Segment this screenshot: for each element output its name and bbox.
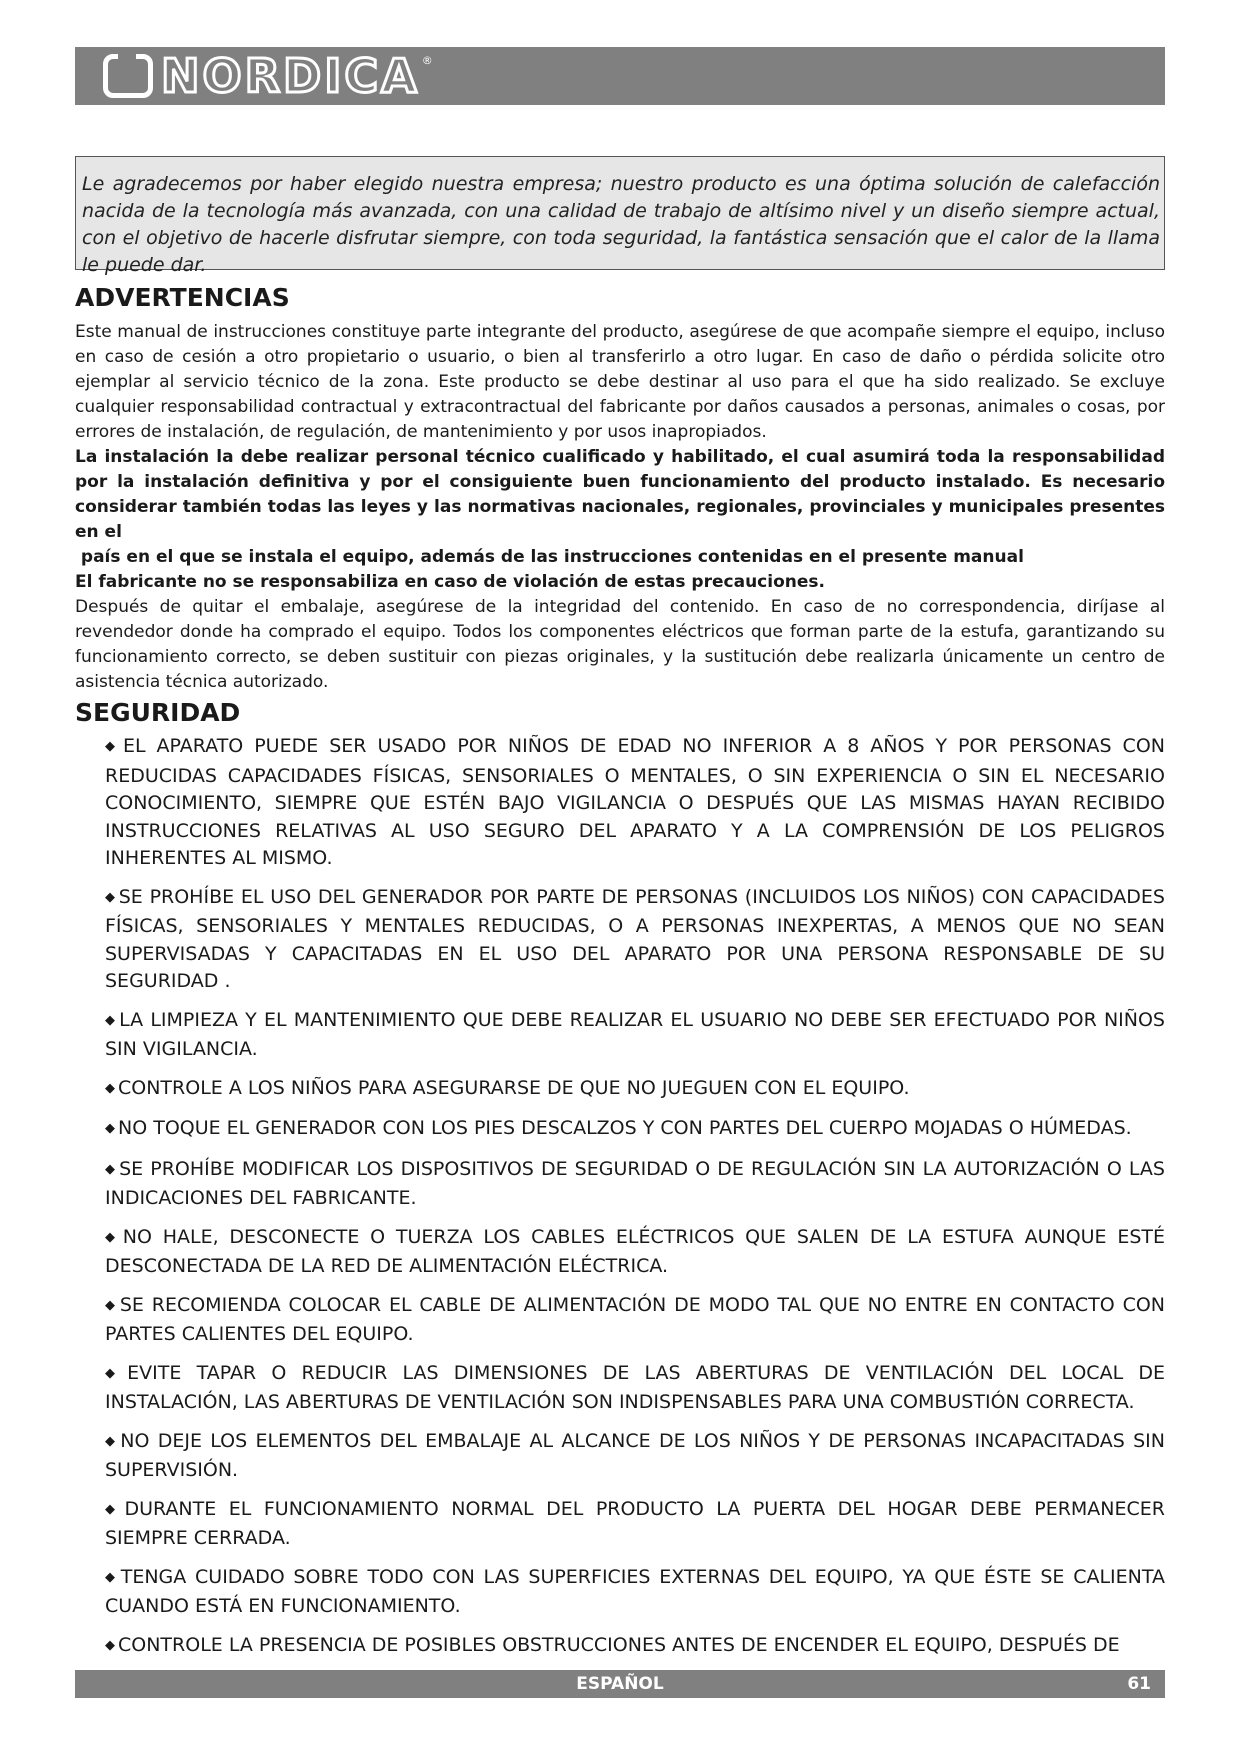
list-item: ◆ CONTROLE A LOS NIÑOS PARA ASEGURARSE DE QUE NO JUEGUEN CON EL EQUIPO.: [105, 1076, 910, 1099]
seguridad-title: SEGURIDAD: [75, 698, 241, 727]
list-item: ◆ SE PROHÍBE EL USO DEL GENERADOR POR PARTE DE PERSONAS (INCLUIDOS LOS NIÑOS) CON CAPACIDADES FÍSICAS, SENSORIALES Y MENTALES REDUCIDAS, O A PERSONAS INEXPERTAS, A MENOS QUE NO SEAN SUPERVISADAS Y CAPACITADAS EN EL USO DEL APARATO POR UNA PERSONA RESPONSABLE DE SU SEGURIDAD .: [105, 885, 1165, 992]
list-item: ◆ CONTROLE LA PRESENCIA DE POSIBLES OBSTRUCCIONES ANTES DE ENCENDER EL EQUIPO, DESPUÉS DE: [105, 1633, 1120, 1656]
logo-mark-icon: [103, 54, 153, 98]
list-item: ◆ NO TOQUE EL GENERADOR CON LOS PIES DESCALZOS Y CON PARTES DEL CUERPO MOJADAS O HÚMEDAS.: [105, 1117, 1132, 1139]
intro-box: Le agradecemos por haber elegido nuestra empresa; nuestro producto es una óptima solución de calefacción nacida de la tecnología más avanzada, con una calidad de trabajo de altísimo nivel y un diseño siempre actual, con el objetivo de hacerle disfrutar siempre, con toda seguridad, la fantástica sensación que el calor de la llama le puede dar.: [75, 156, 1165, 270]
footer-language: ESPAÑOL: [576, 1674, 664, 1694]
advertencias-bold-1: La instalación la debe realizar personal técnico cualificado y habilitado, el cual asumirá toda la responsabilidad por la instalación definitiva y por el consiguiente buen funcionamiento del producto instalado. Es necesario considerar también todas las leyes y las normativas nacionales, regionales, provinciales y municipales presentes en el: [75, 447, 1165, 542]
list-item: ◆ EL APARATO PUEDE SER USADO POR NIÑOS DE EDAD NO INFERIOR A 8 AÑOS Y POR PERSONAS CON REDUCIDAS CAPACIDADES FÍSICAS, SENSORIALES O MENTALES, O SIN EXPERIENCIA O SIN EL NECESARIO CONOCIMIENTO, SIEMPRE QUE ESTÉN BAJO VIGILANCIA O DESPUÉS QUE LAS MISMAS HAYAN RECIBIDO INSTRUCCIONES RELATIVAS AL USO SEGURO DEL APARATO Y A LA COMPRENSIÓN DE LOS PELIGROS INHERENTES AL MISMO.: [105, 735, 1165, 869]
registered-mark: ®: [421, 53, 433, 67]
advertencias-title: ADVERTENCIAS: [75, 283, 290, 312]
list-item: ◆ EVITE TAPAR O REDUCIR LAS DIMENSIONES DE LAS ABERTURAS DE VENTILACIÓN DEL LOCAL DE INSTALACIÓN, LAS ABERTURAS DE VENTILACIÓN SON INDISPENSABLES PARA UNA COMBUSTIÓN CORRECTA.: [105, 1361, 1165, 1413]
header-bar: [75, 47, 1165, 105]
brand-name: NORDICA: [161, 49, 420, 103]
diamond-bullet-icon: ◆: [105, 1365, 125, 1381]
diamond-bullet-icon: ◆: [105, 1080, 115, 1096]
list-item: ◆ DURANTE EL FUNCIONAMIENTO NORMAL DEL PRODUCTO LA PUERTA DEL HOGAR DEBE PERMANECER SIEMPRE CERRADA.: [105, 1497, 1165, 1549]
advertencias-body: [75, 320, 1165, 695]
diamond-bullet-icon: ◆: [105, 889, 116, 905]
diamond-bullet-icon: ◆: [105, 739, 120, 754]
diamond-bullet-icon: ◆: [105, 1637, 115, 1653]
page-number: 61: [1127, 1674, 1151, 1694]
diamond-bullet-icon: ◆: [105, 1229, 120, 1245]
advertencias-bold-3: El fabricante no se responsabiliza en caso de violación de estas precauciones.: [75, 572, 825, 592]
advertencias-bold-2: país en el que se instala el equipo, además de las instrucciones contenidas en el presente manual: [75, 547, 1024, 567]
list-item: ◆ LA LIMPIEZA Y EL MANTENIMIENTO QUE DEBE REALIZAR EL USUARIO NO DEBE SER EFECTUADO POR NIÑOS SIN VIGILANCIA.: [105, 1008, 1165, 1060]
brand-logo: [103, 51, 433, 101]
list-item: ◆ NO HALE, DESCONECTE O TUERZA LOS CABLES ELÉCTRICOS QUE SALEN DE LA ESTUFA AUNQUE ESTÉ DESCONECTADA DE LA RED DE ALIMENTACIÓN ELÉCTRICA.: [105, 1225, 1166, 1277]
seguridad-list: [105, 733, 1165, 1672]
diamond-bullet-icon: ◆: [105, 1012, 117, 1028]
footer-bar: [75, 1670, 1165, 1698]
diamond-bullet-icon: ◆: [105, 1501, 122, 1517]
list-item: ◆ SE RECOMIENDA COLOCAR EL CABLE DE ALIMENTACIÓN DE MODO TAL QUE NO ENTRE EN CONTACTO CON PARTES CALIENTES DEL EQUIPO.: [105, 1293, 1166, 1345]
diamond-bullet-icon: ◆: [105, 1161, 117, 1177]
diamond-bullet-icon: ◆: [105, 1297, 117, 1313]
diamond-bullet-icon: ◆: [105, 1121, 115, 1136]
list-item: ◆ SE PROHÍBE MODIFICAR LOS DISPOSITIVOS DE SEGURIDAD O DE REGULACIÓN SIN LA AUTORIZACIÓN O LAS INDICACIONES DEL FABRICANTE.: [105, 1157, 1165, 1209]
list-item: ◆ TENGA CUIDADO SOBRE TODO CON LAS SUPERFICIES EXTERNAS DEL EQUIPO, YA QUE ÉSTE SE CALIENTA CUANDO ESTÁ EN FUNCIONAMIENTO.: [105, 1565, 1165, 1617]
diamond-bullet-icon: ◆: [105, 1569, 118, 1585]
list-item: ◆ NO DEJE LOS ELEMENTOS DEL EMBALAJE AL ALCANCE DE LOS NIÑOS Y DE PERSONAS INCAPACITADAS SIN SUPERVISIÓN.: [105, 1429, 1165, 1481]
advertencias-paragraph-2: Después de quitar el embalaje, asegúrese de la integridad del contenido. En caso de no correspondencia, diríjase al revendedor donde ha comprado el equipo. Todos los componentes eléctricos que forman parte de la estufa, garantizando su funcionamiento correcto, se deben sustituir con piezas originales, y la sustitución debe realizarla únicamente un centro de asistencia técnica autorizado.: [75, 597, 1165, 692]
diamond-bullet-icon: ◆: [105, 1433, 118, 1449]
advertencias-paragraph-1: Este manual de instrucciones constituye parte integrante del producto, asegúrese de que acompañe siempre el equipo, incluso en caso de cesión a otro propietario o usuario, o bien al transferirlo a otro lugar. En caso de daño o pérdida solicite otro ejemplar al servicio técnico de la zona. Este producto se debe destinar al uso para el que ha sido realizado. Se excluye cualquier responsabilidad contractual y extracontractual del fabricante por daños causados a personas, animales o cosas, por errores de instalación, de regulación, de mantenimiento y por usos inapropiados.: [75, 322, 1165, 442]
